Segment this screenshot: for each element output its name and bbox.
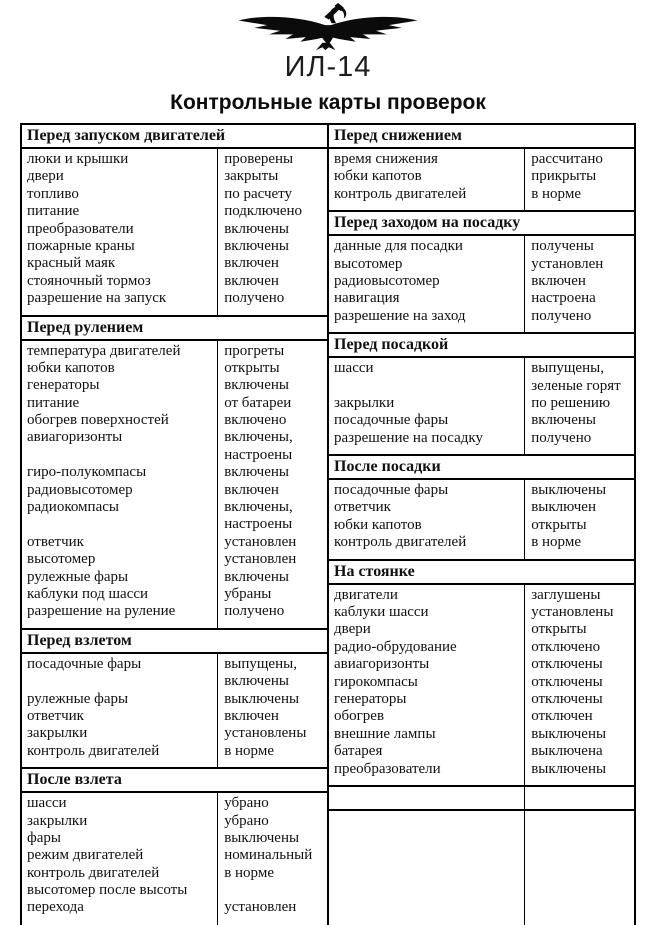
checklist-item-status: настроены — [224, 446, 293, 463]
checklist-item-label: двери — [334, 621, 371, 638]
checklist-item-status: закрыты — [224, 168, 279, 185]
item-statuses-column — [524, 149, 634, 210]
checklist-item-label: топливо — [27, 185, 79, 202]
checklist-item-status: установлены — [531, 604, 614, 621]
item-labels-column — [22, 793, 217, 925]
section-title: Перед рулением — [22, 317, 327, 341]
checklist-item-label: внешние лампы — [334, 725, 436, 742]
item-labels-column — [329, 585, 524, 785]
checklist-item-label: контроль двигателей — [27, 742, 160, 759]
checklist-item-label: шасси — [334, 360, 374, 377]
checklist-item-status: включены — [224, 568, 289, 585]
checklist-item-label: радиокомпасы — [27, 499, 119, 516]
item-labels-column — [329, 358, 524, 454]
checklist-item-label: юбки капотов — [27, 359, 115, 376]
checklist-section — [329, 334, 634, 456]
checklist-item-status: включен — [224, 481, 279, 498]
section-items — [22, 149, 327, 315]
checklist-item-status: включен — [224, 707, 279, 724]
checklist-item-status: в норме — [531, 185, 581, 202]
checklist-item-label: радиовысотомер — [27, 481, 133, 498]
checklist-item-status: установлены — [224, 725, 307, 742]
checklist-item-label: режим двигателей — [27, 847, 144, 864]
checklist-item-status: убрано — [224, 812, 269, 829]
section-title: На стоянке — [329, 561, 634, 585]
checklist-item-label: питание — [27, 394, 80, 411]
checklist-item-label: высотомер — [27, 551, 96, 568]
checklist-item-status: настроена — [531, 290, 596, 307]
section-title: Перед заходом на посадку — [329, 212, 634, 236]
checklist-item-label: высотомер после высоты — [27, 882, 188, 899]
checklist-column-left — [22, 125, 327, 925]
checklist-item-label: обогрев поверхностей — [27, 412, 169, 429]
blank-cell — [329, 787, 524, 809]
checklist-item-label — [27, 673, 215, 690]
section-items — [329, 480, 634, 559]
checklist-item-label: закрылки — [334, 394, 395, 411]
item-statuses-column — [217, 341, 327, 628]
checklist-item-status: получено — [531, 307, 592, 324]
checklist-item-label: закрылки — [27, 812, 88, 829]
checklist-item-status: выключены — [531, 482, 607, 499]
section-items — [329, 358, 634, 454]
checklist-item-status: включены — [224, 464, 289, 481]
checklist-item-status: получены — [531, 238, 594, 255]
checklist-item-status: рассчитано — [531, 151, 603, 167]
checklist-item-status: прогреты — [224, 342, 285, 359]
blank-cell — [524, 787, 634, 809]
item-statuses-column — [217, 793, 327, 925]
section-title: После посадки — [329, 456, 634, 480]
checklist-item-label: юбки капотов — [334, 168, 422, 185]
checklist-item-label: время снижения — [334, 151, 438, 167]
checklist-item-label: каблуки под шасси — [27, 585, 149, 602]
item-labels-column — [329, 236, 524, 332]
checklist-item-label: фары — [27, 829, 61, 846]
section-items — [329, 149, 634, 210]
checklist-item-status: включен — [531, 272, 586, 289]
checklist-item-label: радио-обрудование — [334, 638, 457, 655]
blank-cell — [524, 811, 634, 925]
checklist-section — [329, 212, 634, 334]
checklist-item-label: радиовысотомер — [334, 272, 440, 289]
checklist-item-label: разрешение на руление — [27, 603, 176, 620]
section-title: Перед взлетом — [22, 630, 327, 654]
checklist-item-label: люки и крышки — [27, 151, 129, 167]
checklist-item-status: выпущены, — [531, 360, 604, 377]
checklist-item-status: включены — [224, 220, 289, 237]
checklist-item-label: посадочные фары — [334, 412, 449, 429]
checklist-item-label: пожарные краны — [27, 237, 135, 254]
checklist-item-status: подключено — [224, 203, 303, 220]
checklist-item-label — [27, 447, 215, 464]
item-statuses-column — [524, 480, 634, 559]
section-items — [329, 236, 634, 332]
checklist-item-status: по решению — [531, 394, 611, 411]
checklist-item-label: ответчик — [334, 499, 391, 516]
checklist-item-status: выключены — [531, 760, 607, 777]
blank-fill-row — [329, 811, 634, 925]
checklist-item-status: номинальный — [224, 847, 313, 864]
section-title: Перед посадкой — [329, 334, 634, 358]
section-title: Перед снижением — [329, 125, 634, 149]
checklist-section — [329, 561, 634, 787]
checklist-item-status: выключены — [224, 690, 300, 707]
checklist-item-label: контроль двигателей — [27, 864, 160, 881]
checklist-item-status: выключена — [531, 743, 603, 760]
checklist-item-status: установлен — [531, 255, 604, 272]
checklist-item-label — [27, 516, 215, 533]
checklist-item-label: преобразователи — [27, 220, 134, 237]
checklist-item-label: двери — [27, 168, 64, 185]
item-labels-column — [22, 341, 217, 628]
checklist-item-label: посадочные фары — [27, 655, 142, 672]
checklist-item-status: получено — [224, 290, 285, 307]
checklist-item-label: ответчик — [27, 707, 84, 724]
checklist-item-status: в норме — [224, 742, 274, 759]
checklist-item-label: рулежные фары — [27, 690, 129, 707]
checklist-item-status: убраны — [224, 585, 272, 602]
checklist-item-status: включены — [531, 412, 596, 429]
checklist-item-status: включены, — [224, 499, 293, 516]
checklist-item-label: контроль двигателей — [334, 534, 467, 551]
checklist-item-status: отключен — [531, 708, 593, 725]
checklist-item-status: установлен — [224, 899, 297, 916]
checklist-item-status: заглушены — [531, 586, 601, 603]
checklist-item-status: включены — [224, 673, 289, 690]
checklist-item-label: красный маяк — [27, 255, 116, 272]
checklist-item-label: данные для посадки — [334, 238, 463, 255]
checklist-item-status: от батареи — [224, 394, 292, 411]
checklist-item-label: ответчик — [27, 533, 84, 550]
blank-cell — [329, 811, 524, 925]
checklist-item-status: отключены — [531, 656, 603, 673]
item-statuses-column — [217, 654, 327, 767]
checklist-column-right — [327, 125, 634, 925]
checklist-item-status: открыты — [224, 359, 280, 376]
checklist-section — [329, 125, 634, 212]
blank-row — [329, 787, 634, 811]
checklist-item-label: посадочные фары — [334, 482, 449, 499]
item-labels-column — [22, 149, 217, 315]
checklist-item-status: включен — [224, 272, 279, 289]
checklist-item-status: проверены — [224, 151, 294, 167]
document-header — [0, 0, 656, 114]
checklist-item-status: установлен — [224, 551, 297, 568]
checklist-item-status: включены, — [224, 429, 293, 446]
checklist-item-status: отключены — [531, 673, 603, 690]
checklist-item-label: гиро-полукомпасы — [27, 464, 147, 481]
page-title: Контрольные карты проверок — [170, 91, 486, 114]
checklist-item-label: шасси — [27, 795, 67, 812]
checklist-item-label: стояночный тормоз — [27, 272, 151, 289]
section-title: Перед запуском двигателей — [22, 125, 327, 149]
checklist-item-status: открыты — [531, 516, 587, 533]
section-items — [22, 654, 327, 767]
checklist-section — [22, 125, 327, 317]
checklist-item-label: авиагоризонты — [334, 656, 430, 673]
checklist-item-status: получено — [531, 429, 592, 446]
checklist-section — [22, 630, 327, 769]
checklist-item-label: каблуки шасси — [334, 604, 429, 621]
eagle-emblem-icon — [0, 0, 656, 51]
checklist-item-status: установлен — [224, 533, 297, 550]
item-labels-column — [329, 149, 524, 210]
item-statuses-column — [524, 585, 634, 785]
checklist-item-status: выключен — [531, 499, 596, 516]
checklist-item-status: открыты — [531, 621, 587, 638]
checklist-item-status: включено — [224, 412, 287, 429]
checklist-section — [329, 456, 634, 561]
checklist-item-label: температура двигателей — [27, 342, 181, 359]
checklist-item-label: разрешение на запуск — [27, 290, 167, 307]
checklist-item-label: питание — [27, 203, 80, 220]
checklist-item-label: батарея — [334, 743, 383, 760]
checklist-item-label — [334, 378, 522, 395]
checklist-item-label: закрылки — [27, 725, 88, 742]
item-statuses-column — [524, 358, 634, 454]
section-title: После взлета — [22, 769, 327, 793]
checklist-item-status: по расчету — [224, 185, 293, 202]
checklist-item-label: рулежные фары — [27, 568, 129, 585]
checklist-item-status: выключены — [531, 725, 607, 742]
checklist-item-label: генераторы — [27, 377, 100, 394]
checklist-item-label: разрешение на посадку — [334, 429, 483, 446]
checklist-item-status: в норме — [531, 534, 581, 551]
checklist-item-label: высотомер — [334, 255, 403, 272]
section-items — [329, 585, 634, 785]
checklist-item-status: получено — [224, 603, 285, 620]
checklist-item-status: в норме — [224, 864, 274, 881]
checklist-item-label: гирокомпасы — [334, 673, 418, 690]
checklist-item-status: выпущены, — [224, 655, 297, 672]
checklist-item-label: разрешение на заход — [334, 307, 466, 324]
checklist-table — [20, 123, 636, 925]
checklist-item-label: контроль двигателей — [334, 185, 467, 202]
checklist-item-label: обогрев — [334, 708, 385, 725]
checklist-item-status: прикрыты — [531, 168, 597, 185]
checklist-item-status: включены — [224, 377, 289, 394]
item-statuses-column — [217, 149, 327, 315]
checklist-item-status: выключены — [224, 829, 300, 846]
checklist-item-label: двигатели — [334, 586, 398, 603]
checklist-item-label: генераторы — [334, 690, 407, 707]
item-labels-column — [22, 654, 217, 767]
checklist-item-status: зеленые горят — [531, 377, 621, 394]
checklist-item-status: включен — [224, 255, 279, 272]
checklist-item-status: отключено — [531, 638, 601, 655]
checklist-item-label: перехода — [27, 899, 84, 916]
section-items — [22, 341, 327, 628]
section-items — [22, 793, 327, 925]
checklist-item-status: настроены — [224, 516, 293, 533]
item-labels-column — [329, 480, 524, 559]
checklist-item-label: навигация — [334, 290, 400, 307]
checklist-item-label: преобразователи — [334, 760, 441, 777]
item-statuses-column — [524, 236, 634, 332]
checklist-item-label: авиагоризонты — [27, 429, 123, 446]
checklist-item-status: убрано — [224, 795, 269, 812]
aircraft-model-label: ИЛ-14 — [284, 51, 372, 83]
checklist-item-label: юбки капотов — [334, 516, 422, 533]
checklist-section — [22, 317, 327, 630]
checklist-item-status — [224, 882, 325, 899]
checklist-item-status: включены — [224, 237, 289, 254]
checklist-section — [22, 769, 327, 925]
checklist-item-status: отключены — [531, 690, 603, 707]
